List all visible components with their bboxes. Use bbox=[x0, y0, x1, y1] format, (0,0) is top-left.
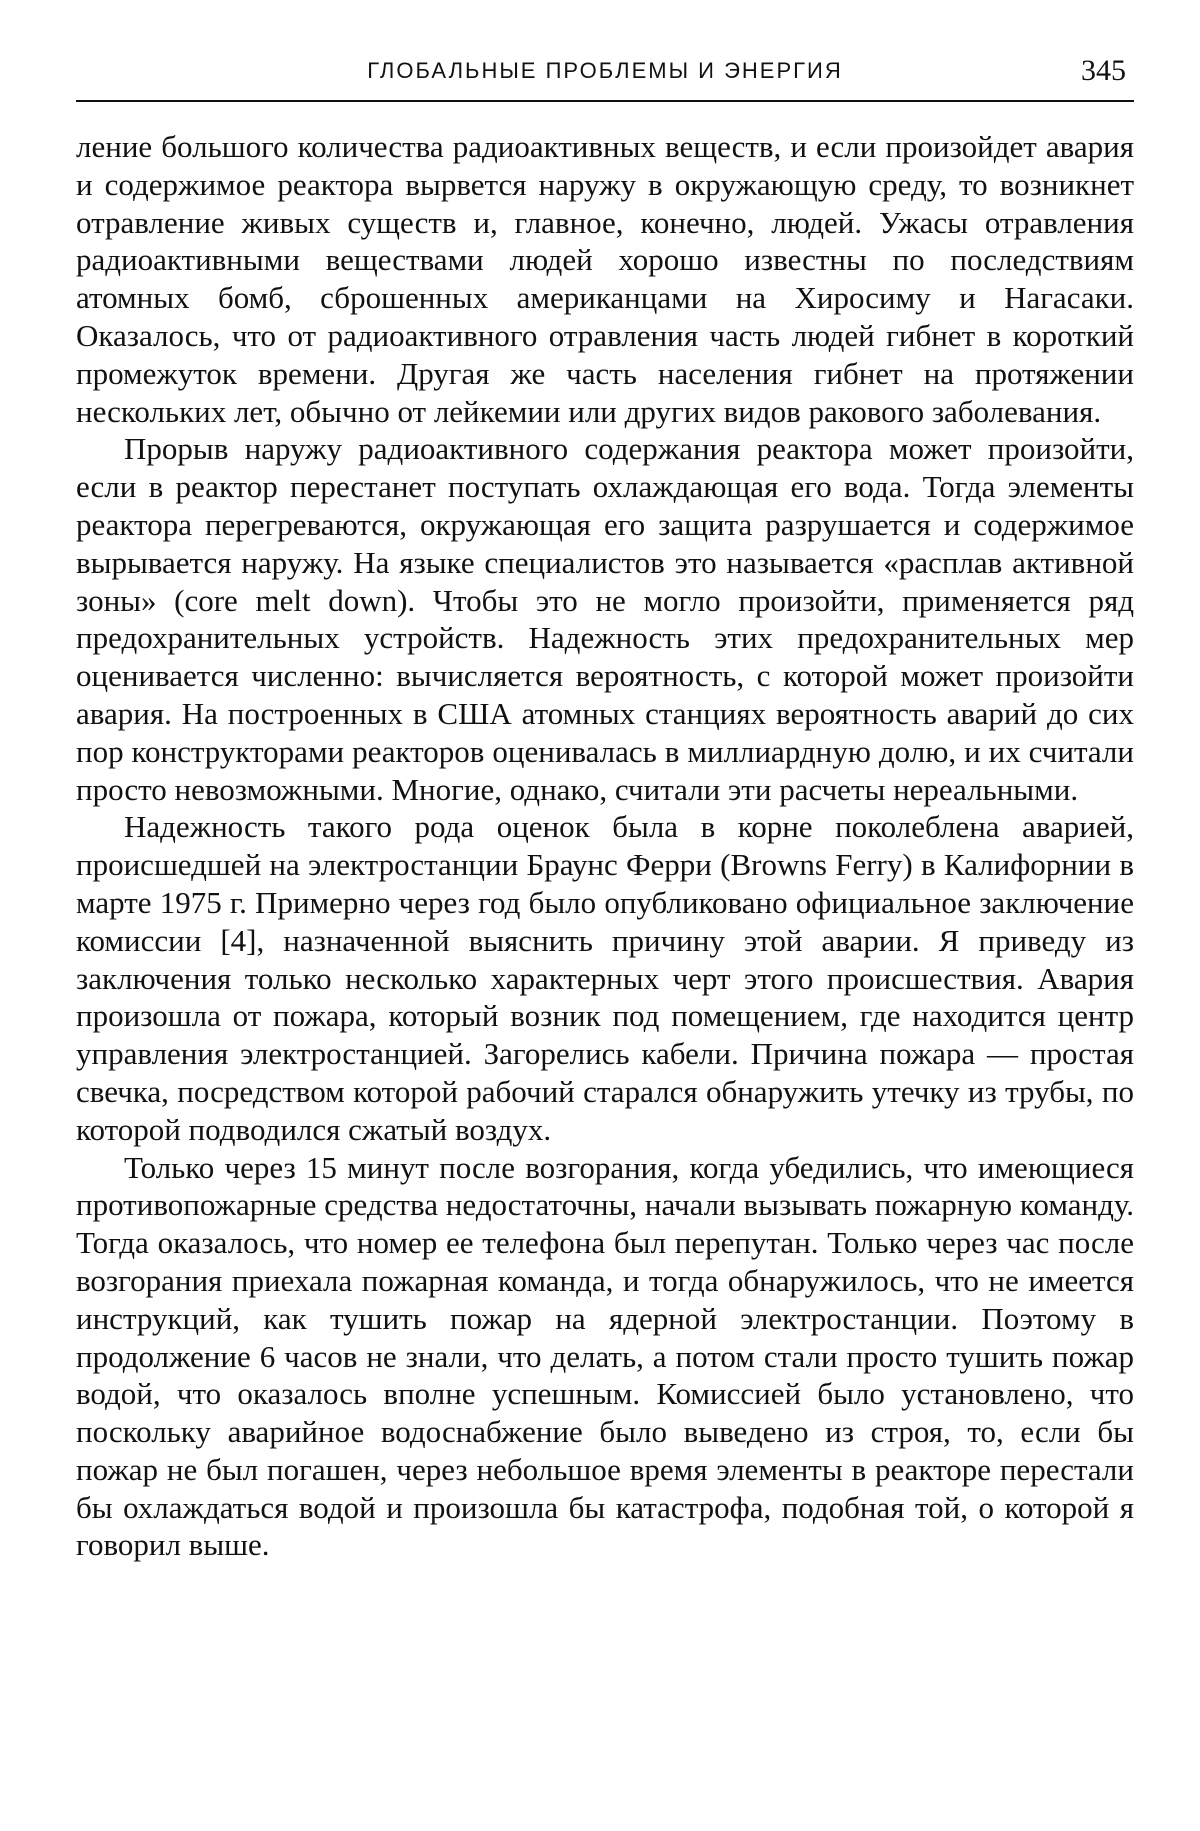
page-number: 345 bbox=[1081, 54, 1126, 87]
paragraph-browns-ferry: Надежность такого рода оценок была в корне поколеблена аварией, происшедшей на электростанции Браунс Ферри (Browns Ferry) в Калифорнии в марте 1975 г. Примерно через год было опубликовано официальное заключение комиссии [4], назначенной выяснить причину этой аварии. Я приведу из заключения только несколько характерных черт этого происшествия. Авария произошла от пожара, который возник под помещением, где находится центр управления электростанцией. Загорелись кабели. Причина пожара — простая свечка, посредством которой рабочий старался обнаружить утечку из трубы, по которой подводился сжатый воздух. bbox=[76, 809, 1134, 1147]
running-title: ГЛОБАЛЬНЫЕ ПРОБЛЕМЫ И ЭНЕРГИЯ bbox=[367, 58, 843, 83]
paragraph-core-melt: Прорыв наружу радиоактивного содержания реактора может произойти, если в реактор перестанет поступать охлаждающая его вода. Тогда элементы реактора перегреваются, окружающая его защита разрушается и содержимое вырывается наружу. На языке специалистов это называется «расплав активной зоны» (core melt down). Чтобы это не могло произойти, применяется ряд предохранительных устройств. Надежность этих предохранительных мер оценивается численно: вычисляется вероятность, с которой может произойти авария. На построенных в США атомных станциях вероятность аварий до сих пор конструкторами реакторов оценивалась в миллиардную долю, и их считали просто невозможными. Многие, однако, считали эти расчеты нереальными. bbox=[76, 431, 1134, 807]
header-rule bbox=[76, 100, 1134, 102]
body-text bbox=[76, 128, 1134, 1564]
paragraph-continuation: ление большого количества радиоактивных веществ, и если произойдет авария и содержимое реактора вырвется наружу в окружающую среду, то возникнет отравление живых существ и, главное, конечно, людей. Ужасы отравления радиоактивными веществами людей хорошо известны по последствиям атомных бомб, сброшенных американцами на Хиросиму и Нагасаки. Оказалось, что от радиоактивного отравления часть людей гибнет в короткий промежуток времени. Другая же часть населения гибнет на протяжении нескольких лет, обычно от лейкемии или других видов ракового заболевания. bbox=[76, 129, 1134, 429]
paragraph-fire-response: Только через 15 минут после возгорания, когда убедились, что имеющиеся противопожарные средства недостаточны, начали вызывать пожарную команду. Тогда оказалось, что номер ее телефона был перепутан. Только через час после возгорания приехала пожарная команда, и тогда обнаружилось, что не имеется инструкций, как тушить пожар на ядерной электростанции. Поэтому в продолжение 6 часов не знали, что делать, а потом стали просто тушить пожар водой, что оказалось вполне успешным. Комиссией было установлено, что поскольку аварийное водоснабжение было выведено из строя, то, если бы пожар не был погашен, через небольшое время элементы в реакторе перестали бы охлаждаться водой и произошла бы катастрофа, подобная той, о которой я говорил выше. bbox=[76, 1149, 1134, 1563]
running-head bbox=[76, 54, 1134, 94]
